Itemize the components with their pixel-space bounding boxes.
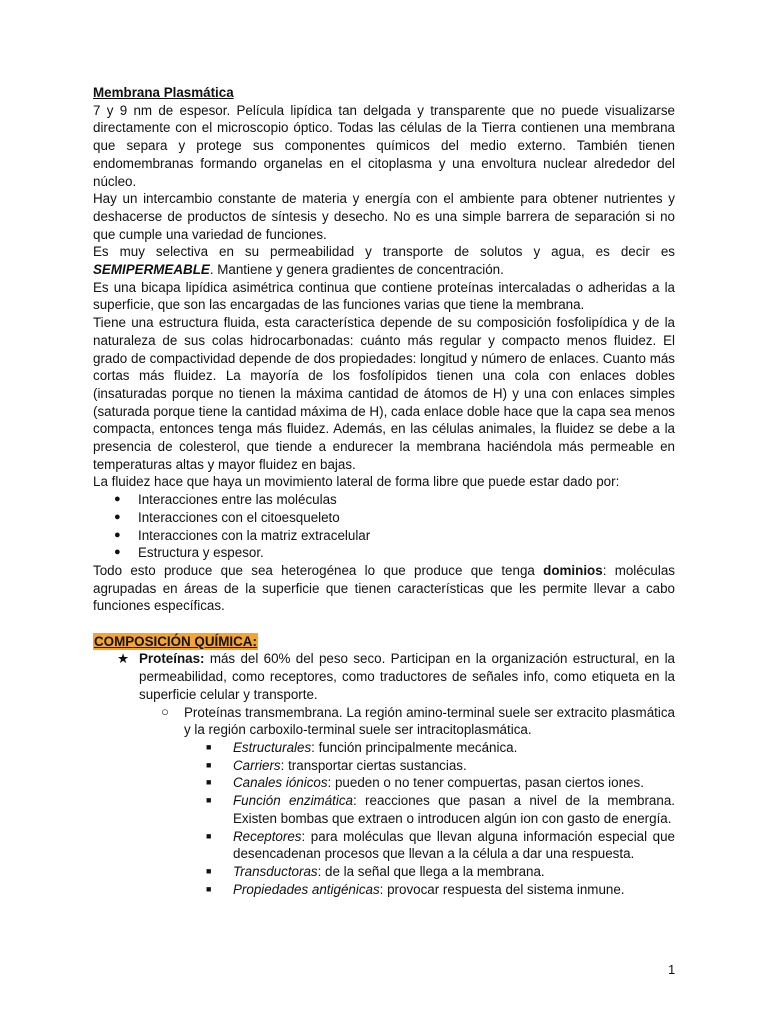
item-text: : reacciones que pasan a nivel de la membrana. Existen bombas que extraen o introducen algún ion con gasto de energía. xyxy=(233,793,675,826)
item-text: : función principalmente mecánica. xyxy=(311,740,518,755)
paragraph-selective xyxy=(93,243,675,278)
square-bullet-icon: ■ xyxy=(206,883,212,894)
paragraph-selective-text: Es muy selectiva en su permeabilidad y transporte de solutos y agua, es decir es xyxy=(93,244,675,260)
item-term: Función enzimática xyxy=(233,793,353,809)
paragraph-domains xyxy=(93,562,675,615)
list-item: ● Interacciones entre las moléculas xyxy=(93,491,675,509)
square-bullet-icon: ■ xyxy=(206,777,212,788)
paragraph-intro: 7 y 9 nm de espesor. Película lipídica tan delgada y transparente que no puede visualizarse directamente con el microscopio óptico. Todas las células de la Tierra contienen una membrana que separa y protege sus componentes químicos del medio externo. También tienen endomembranas formando organelas en el citoplasma y una envoltura nuclear alrededor del núcleo. xyxy=(93,102,675,189)
document-title: Membrana Plasmática xyxy=(93,85,234,100)
semipermeable-term: SEMIPERMEABLE xyxy=(93,262,210,278)
list-item: ● Interacciones con la matriz extracelular xyxy=(93,527,675,545)
proteins-label: Proteínas: xyxy=(139,651,205,667)
interactions-list xyxy=(93,491,675,562)
protein-functions-list xyxy=(184,739,675,898)
star-bullet-icon: ★ xyxy=(117,651,130,667)
item-text: : de la señal que llega a la membrana. xyxy=(317,863,545,879)
item-text: : pueden o no tener compuertas, pasan ciertos iones. xyxy=(327,775,644,791)
list-item xyxy=(184,757,675,775)
transmembrane-text: Proteínas transmembrana. La región amino-terminal suele ser extracito plasmática y la región carboxilo-terminal suele ser intracitoplasmática. xyxy=(184,704,675,738)
document-body xyxy=(93,84,675,898)
square-bullet-icon: ■ xyxy=(206,865,212,876)
item-term: Transductoras xyxy=(233,863,318,879)
item-term: Estructurales xyxy=(233,740,312,755)
list-item xyxy=(184,881,675,899)
paragraph-domains-end: : moléculas agrupadas en áreas de la superficie que tienen características que les permite llevar a cabo funciones específicas. xyxy=(93,562,675,614)
paragraph-selective-end: . Mantiene y genera gradientes de concentración. xyxy=(209,262,504,278)
item-term: Propiedades antigénicas xyxy=(233,881,380,897)
list-item xyxy=(139,704,675,739)
square-bullet-icon: ■ xyxy=(206,830,212,841)
item-term: Canales iónicos xyxy=(233,775,328,791)
protein-subtypes xyxy=(139,704,675,899)
composition-list xyxy=(93,650,675,703)
square-bullet-icon: ■ xyxy=(206,742,212,752)
item-text: : para moléculas que llevan alguna información especial que desencadenan procesos que llevan a la célula a dar una respuesta. xyxy=(233,828,675,862)
square-bullet-icon: ■ xyxy=(206,759,212,770)
square-bullet-icon: ■ xyxy=(206,795,212,806)
circle-bullet-icon: ○ xyxy=(161,703,169,719)
list-item xyxy=(184,774,675,792)
list-item xyxy=(184,739,675,757)
list-item xyxy=(184,828,675,863)
paragraph-domains-text: Todo esto produce que sea heterogénea lo que produce que tenga xyxy=(93,562,535,578)
item-text: : provocar respuesta del sistema inmune. xyxy=(379,881,625,897)
list-item: ● Estructura y espesor. xyxy=(93,544,675,562)
list-item xyxy=(184,863,675,881)
paragraph-fluidity: Tiene una estructura fluida, esta característica depende de su composición fosfolipídica y de la naturaleza de sus colas hidrocarbonadas: cuánto más regular y compacto menos fluidez. El grado de compactividad depende de dos propiedades: longitud y número de enlaces. Cuanto más cortas más fluidez. La mayoría de los fosfolípidos tienen una cola con enlaces dobles (insaturadas porque no tienen la máxima cantidad de átomos de H) y una con enlaces simples (saturada porque tiene la cantidad máxima de H), cada enlace doble hace que la capa sea menos compacta, entonces tenga más fluidez. Además, en las células animales, la fluidez se debe a la presencia de colesterol, que tiende a endurecer la membrana haciéndola más permeable en temperaturas altas y mayor fluidez en bajas. xyxy=(93,315,675,472)
list-item: ● Interacciones con el citoesqueleto xyxy=(93,509,675,527)
domains-term: dominios xyxy=(543,562,603,578)
list-item xyxy=(93,650,675,703)
paragraph-bilayer: Es una bicapa lipídica asimétrica continua que contiene proteínas intercaladas o adheridas a la superficie, que son las encargadas de las funciones varias que tiene la membrana. xyxy=(93,279,675,313)
page-number: 1 xyxy=(668,962,676,977)
item-text: : transportar ciertas sustancias. xyxy=(280,757,467,773)
proteins-text: más del 60% del peso seco. Participan en la organización estructural, en la permeabilidad, como receptores, como traductores de señales info, como etiqueta en la superficie celular y transporte. xyxy=(139,651,675,702)
item-term: Carriers xyxy=(233,757,281,773)
list-item xyxy=(184,792,675,827)
section-heading: COMPOSICIÓN QUÍMICA: xyxy=(94,633,257,649)
paragraph-exchange: Hay un intercambio constante de materia y energía con el ambiente para obtener nutrientes y deshacerse de productos de síntesis y desecho. No es una simple barrera de separación si no que cumple una variedad de funciones. xyxy=(93,191,675,242)
paragraph-lateral-movement: La fluidez hace que haya un movimiento lateral de forma libre que puede estar dado por: xyxy=(93,474,620,490)
item-term: Receptores xyxy=(233,828,302,844)
